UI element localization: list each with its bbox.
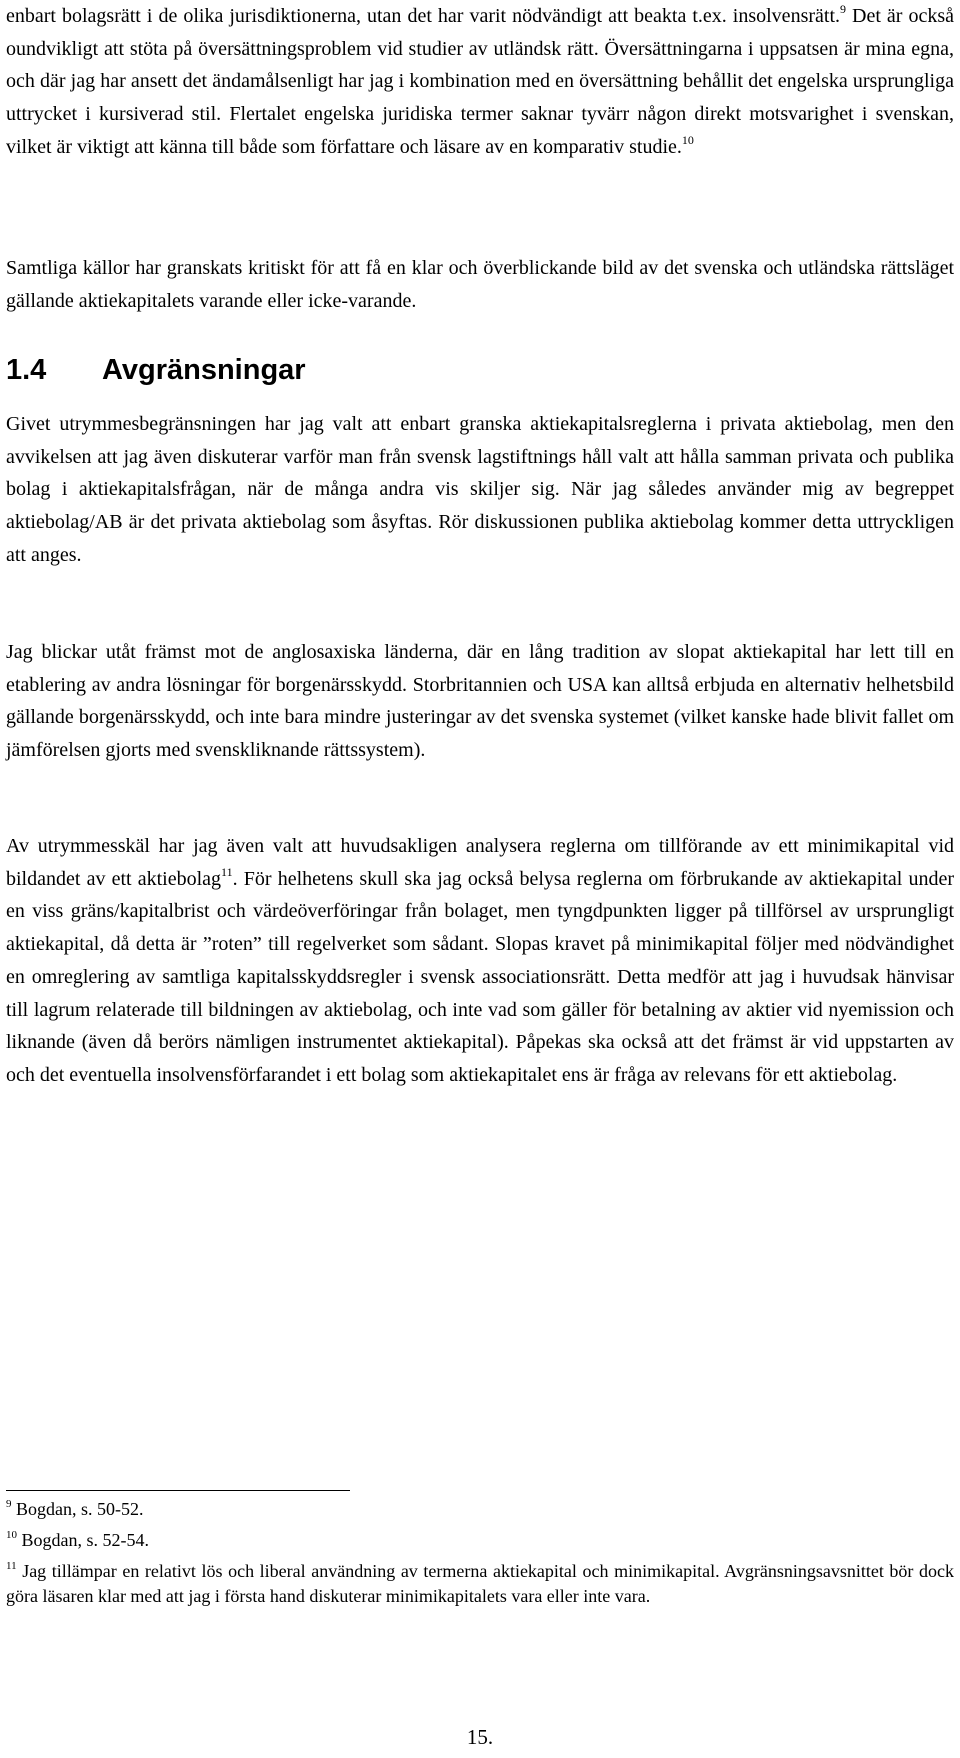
footnote-text: Bogdan, s. 50-52.	[16, 1499, 144, 1519]
footnote-text: Jag tillämpar en relativt lös och liberal användning av termerna aktiekapital och minimikapital. Avgränsningsavsnittet bör dock göra läsaren klar med att jag i första hand diskuterar minimikapitalets vara eller inte vara.	[6, 1561, 954, 1606]
anglo-paragraph: Jag blickar utåt främst mot de anglosaxiska länderna, där en lång tradition av slopat aktiekapital har lett till en etablering av andra lösningar för borgenärsskydd. Storbritannien och USA kan alltså erbjuda en alternativ helhetsbild gällande borgenärsskydd, och inte bara mindre justeringar av det svenska systemet (vilket kanske hade blivit fallet om jämförelsen gjorts med svenskliknande rättssystem).	[6, 641, 954, 762]
footnote-ref-9[interactable]: 9	[840, 2, 846, 16]
intro-paragraph	[6, 0, 954, 164]
rules-text-2: . För helhetens skull ska jag också belysa reglerna om förbrukande av aktiekapital under en viss gräns/kapitalbrist och värdeöverföringar från bolaget, men tyngdpunkten ligger på tillförsel av ursprungligt aktiekapital, då detta är ”roten” till regelverket som sådant. Slopas kravet på minimikapital följer med nödvändighet en omreglering av samtliga kapitalsskyddsregler i svensk associationsrätt. Detta medför att jag i huvudsak hänvisar till lagrum relaterade till bildningen av aktiebolag, och inte vad som gäller för betalning av aktier vid nyemission och liknande (även då berörs nämligen instrumentet aktiekapital). Påpekas ska också att det främst är vid uppstarten av och det eventuella insolvensförfarandet i ett bolag som aktiekapitalet ens är fråga av relevans för ett aktiebolag.	[6, 867, 954, 1086]
page-number: 15.	[466, 1725, 494, 1749]
section-number: 1.4	[6, 354, 47, 386]
footnote-number: 10	[6, 1529, 17, 1541]
footnote-ref-11[interactable]: 11	[221, 864, 233, 879]
rules-paragraph	[6, 830, 954, 1092]
rules-text-1: Av utrymmesskäl har jag även valt att huvudsakligen analysera reglerna om tillförande av ett minimikapital vid bildandet av ett aktiebolag	[6, 835, 954, 890]
footnote-number: 9	[6, 1498, 12, 1510]
footnote-11	[6, 1559, 954, 1609]
footnote-10	[6, 1528, 954, 1553]
footnote-9	[6, 1497, 954, 1522]
footnote-ref-10[interactable]: 10	[681, 132, 694, 147]
scope-paragraph: Givet utrymmesbegränsningen har jag valt att enbart granska aktiekapitalsreglerna i privata aktiebolag, men den avvikelsen att jag även diskuterar varför man från svensk lagstiftnings håll valt att hålla samman privata och publika bolag i aktiekapitalsfrågan, när de många andra vis skiljer sig. När jag således använder mig av begreppet aktiebolag/AB är det privata aktiebolag som åsyftas. Rör diskussionen publika aktiebolag kommer detta uttryckligen att anges.	[6, 413, 954, 566]
intro-text-1: enbart bolagsrätt i de olika jurisdiktionerna, utan det har varit nödvändigt att beakta t.ex. insolvensrätt.	[6, 5, 840, 27]
sources-paragraph: Samtliga källor har granskats kritiskt för att få en klar och överblickande bild av det svenska och utländska rättsläget gällande aktiekapitalets varande eller icke-varande.	[6, 257, 954, 312]
footnote-text: Bogdan, s. 52-54.	[21, 1530, 149, 1550]
intro-text-2: Det är också oundvikligt att stöta på översättningsproblem vid studier av utländsk rätt. Översättningarna i uppsatsen är mina egna, och där jag har ansett det ändamålsenligt har jag i kombination med en översättning behållit det engelska ursprungliga uttrycket i kursiverad stil. Flertalet engelska juridiska termer saknar tyvärr någon direkt motsvarighet i svenskan, vilket är viktigt att känna till både som författare och läsare av en komparativ studie.	[6, 5, 955, 158]
section-heading	[6, 354, 306, 387]
footnotes	[6, 1497, 954, 1609]
footnote-divider	[6, 1490, 350, 1491]
section-title: Avgränsningar	[102, 354, 306, 386]
footnote-number: 11	[6, 1560, 17, 1572]
